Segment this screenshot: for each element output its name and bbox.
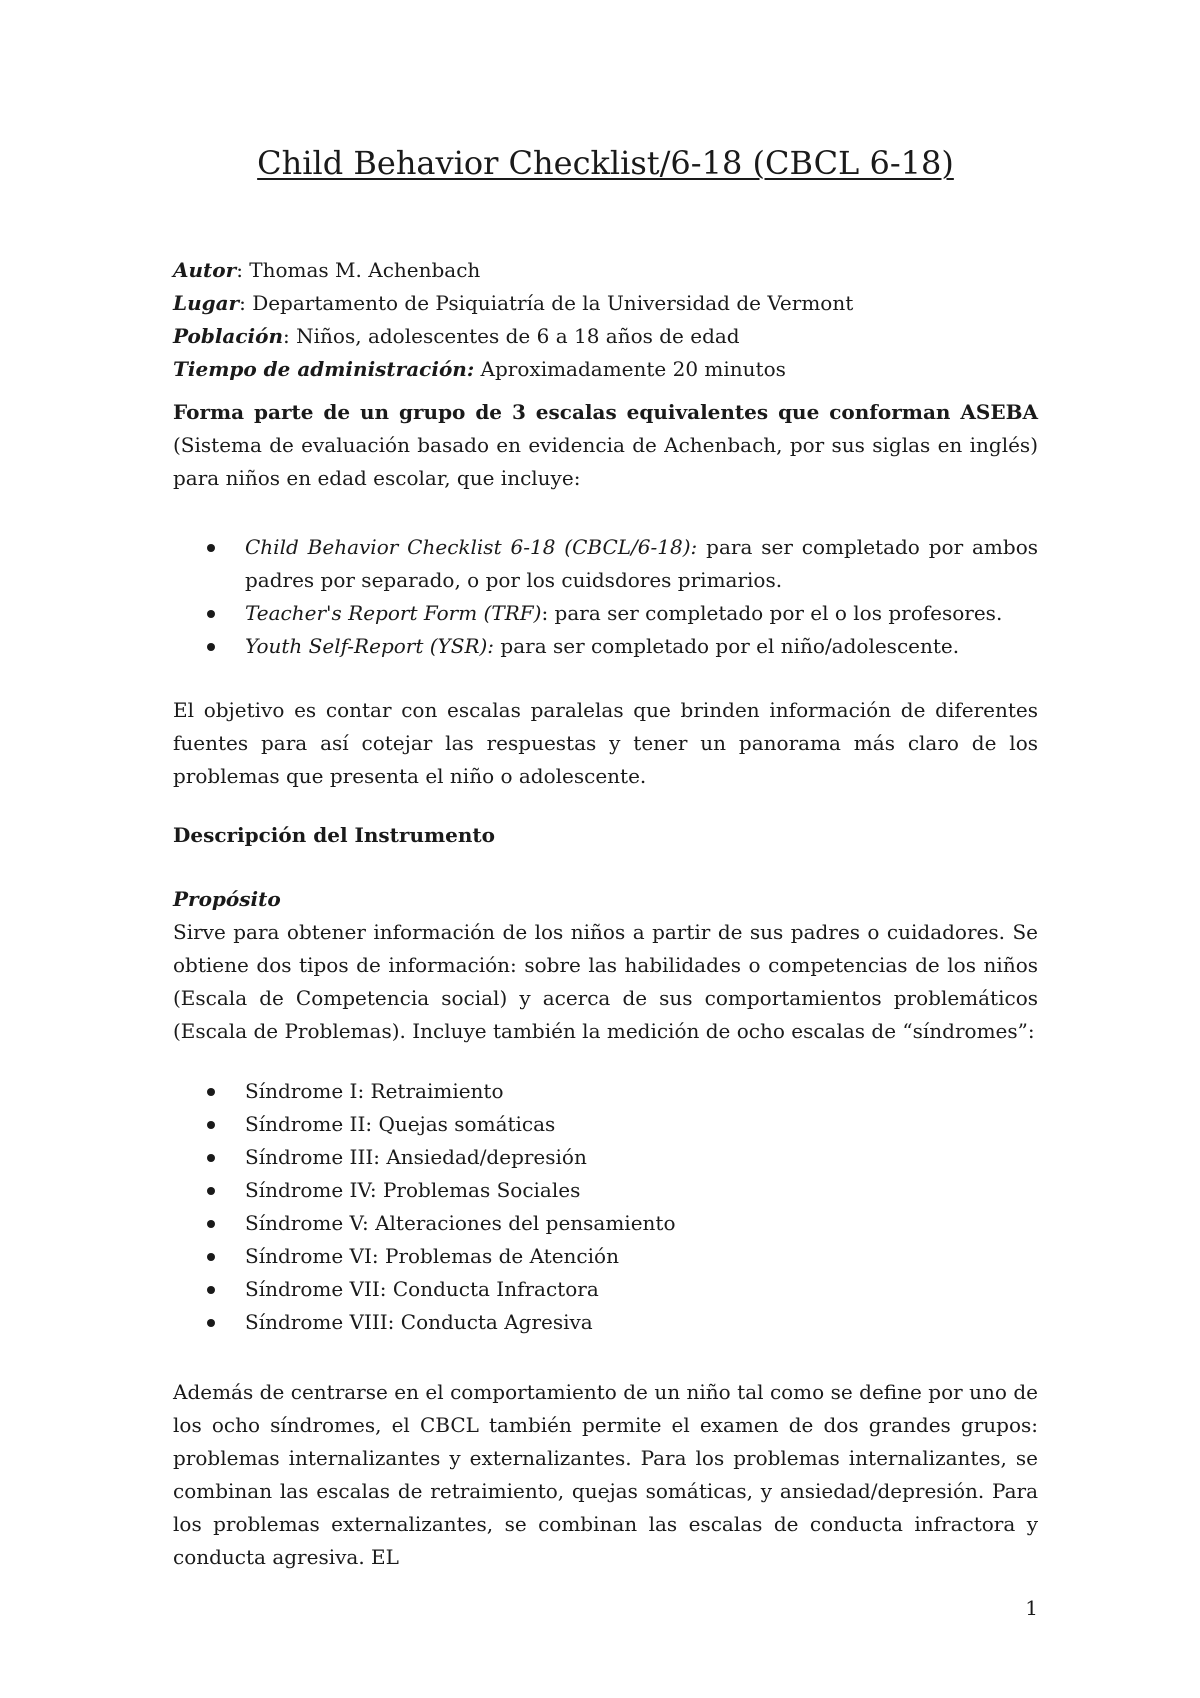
page-number: 1 — [1025, 1596, 1038, 1620]
place-value: : Departamento de Psiquiatría de la Universidad de Vermont — [239, 291, 854, 315]
list-item — [173, 597, 1038, 630]
bullet-icon — [207, 1088, 215, 1096]
place-line — [173, 287, 1038, 320]
list-item — [173, 1306, 1038, 1339]
intro-paragraph — [173, 396, 1038, 495]
population-value: : Niños, adolescentes de 6 a 18 años de edad — [283, 324, 740, 348]
form-name: Child Behavior Checklist 6-18 (CBCL/6-18): — [245, 535, 698, 559]
list-item — [173, 1240, 1038, 1273]
metadata-block — [173, 254, 1038, 386]
author-value: : Thomas M. Achenbach — [236, 258, 481, 282]
time-value: Aproximadamente 20 minutos — [474, 357, 786, 381]
closing-paragraph: Además de centrarse en el comportamiento de un niño tal como se define por uno de los ocho síndromes, el CBCL también permite el examen de dos grandes grupos: problemas internalizantes y externalizantes. Para los problemas internalizantes, se combinan las escalas de retraimiento, quejas somáticas, y ansiedad/depresión. Para los problemas externalizantes, se combinan las escalas de conducta infractora y conducta agresiva. EL — [173, 1380, 1038, 1569]
list-item — [173, 1141, 1038, 1174]
bullet-icon — [207, 1319, 215, 1327]
intro-rest: (Sistema de evaluación basado en evidencia de Achenbach, por sus siglas en inglés) para niños en edad escolar, que incluye: — [173, 433, 1038, 490]
list-item — [173, 1108, 1038, 1141]
bullet-icon — [207, 1286, 215, 1294]
bullet-icon — [207, 1121, 215, 1129]
bullet-icon — [207, 610, 215, 618]
form-desc: para ser completado por ambos padres por separado, o por los cuidsdores primarios. — [245, 535, 1038, 592]
bullet-icon — [207, 643, 215, 651]
syndrome-text: Síndrome I: Retraimiento — [245, 1079, 504, 1103]
syndrome-text: Síndrome VII: Conducta Infractora — [245, 1277, 599, 1301]
section-heading: Descripción del Instrumento — [173, 823, 495, 847]
intro-bold: Forma parte de un grupo de 3 escalas equivalentes que conforman ASEBA — [173, 400, 1038, 424]
list-item — [173, 630, 1038, 663]
bullet-icon — [207, 1154, 215, 1162]
form-desc: : para ser completado por el o los profesores. — [541, 601, 1003, 625]
place-label: Lugar — [173, 291, 240, 315]
list-item — [173, 531, 1038, 597]
syndrome-text: Síndrome III: Ansiedad/depresión — [245, 1145, 587, 1169]
bullet-icon — [207, 1220, 215, 1228]
author-line — [173, 254, 1038, 287]
list-item — [173, 1174, 1038, 1207]
form-name: Teacher's Report Form (TRF) — [245, 601, 542, 625]
time-line — [173, 353, 1038, 386]
syndrome-text: Síndrome IV: Problemas Sociales — [245, 1178, 581, 1202]
bullet-icon — [207, 1187, 215, 1195]
population-line — [173, 320, 1038, 353]
syndrome-text: Síndrome VI: Problemas de Atención — [245, 1244, 619, 1268]
population-label: Población — [173, 324, 284, 348]
bullet-icon — [207, 1253, 215, 1261]
bullet-icon — [207, 544, 215, 552]
purpose-paragraph: Sirve para obtener información de los niños a partir de sus padres o cuidadores. Se obtiene dos tipos de información: sobre las habilidades o competencias de los niños (Escala de Competencia social) y acerca de sus comportamientos problemáticos (Escala de Problemas). Incluye también la medición de ocho escalas de “síndromes”: — [173, 920, 1038, 1043]
document-title: Child Behavior Checklist/6-18 (CBCL 6-18) — [257, 144, 954, 182]
syndrome-text: Síndrome VIII: Conducta Agresiva — [245, 1310, 593, 1334]
author-label: Autor — [173, 258, 237, 282]
objective-paragraph: El objetivo es contar con escalas paralelas que brinden información de diferentes fuentes para así cotejar las respuestas y tener un panorama más claro de los problemas que presenta el niño o adolescente. — [173, 698, 1038, 788]
list-item — [173, 1207, 1038, 1240]
form-desc: para ser completado por el niño/adolescente. — [494, 634, 960, 658]
syndromes-list — [173, 1075, 1038, 1339]
forms-list — [173, 531, 1038, 663]
list-item — [173, 1273, 1038, 1306]
purpose-heading: Propósito — [173, 887, 281, 911]
syndrome-text: Síndrome II: Quejas somáticas — [245, 1112, 556, 1136]
syndrome-text: Síndrome V: Alteraciones del pensamiento — [245, 1211, 676, 1235]
list-item — [173, 1075, 1038, 1108]
form-name: Youth Self-Report (YSR): — [245, 634, 495, 658]
time-label: Tiempo de administración: — [173, 357, 475, 381]
